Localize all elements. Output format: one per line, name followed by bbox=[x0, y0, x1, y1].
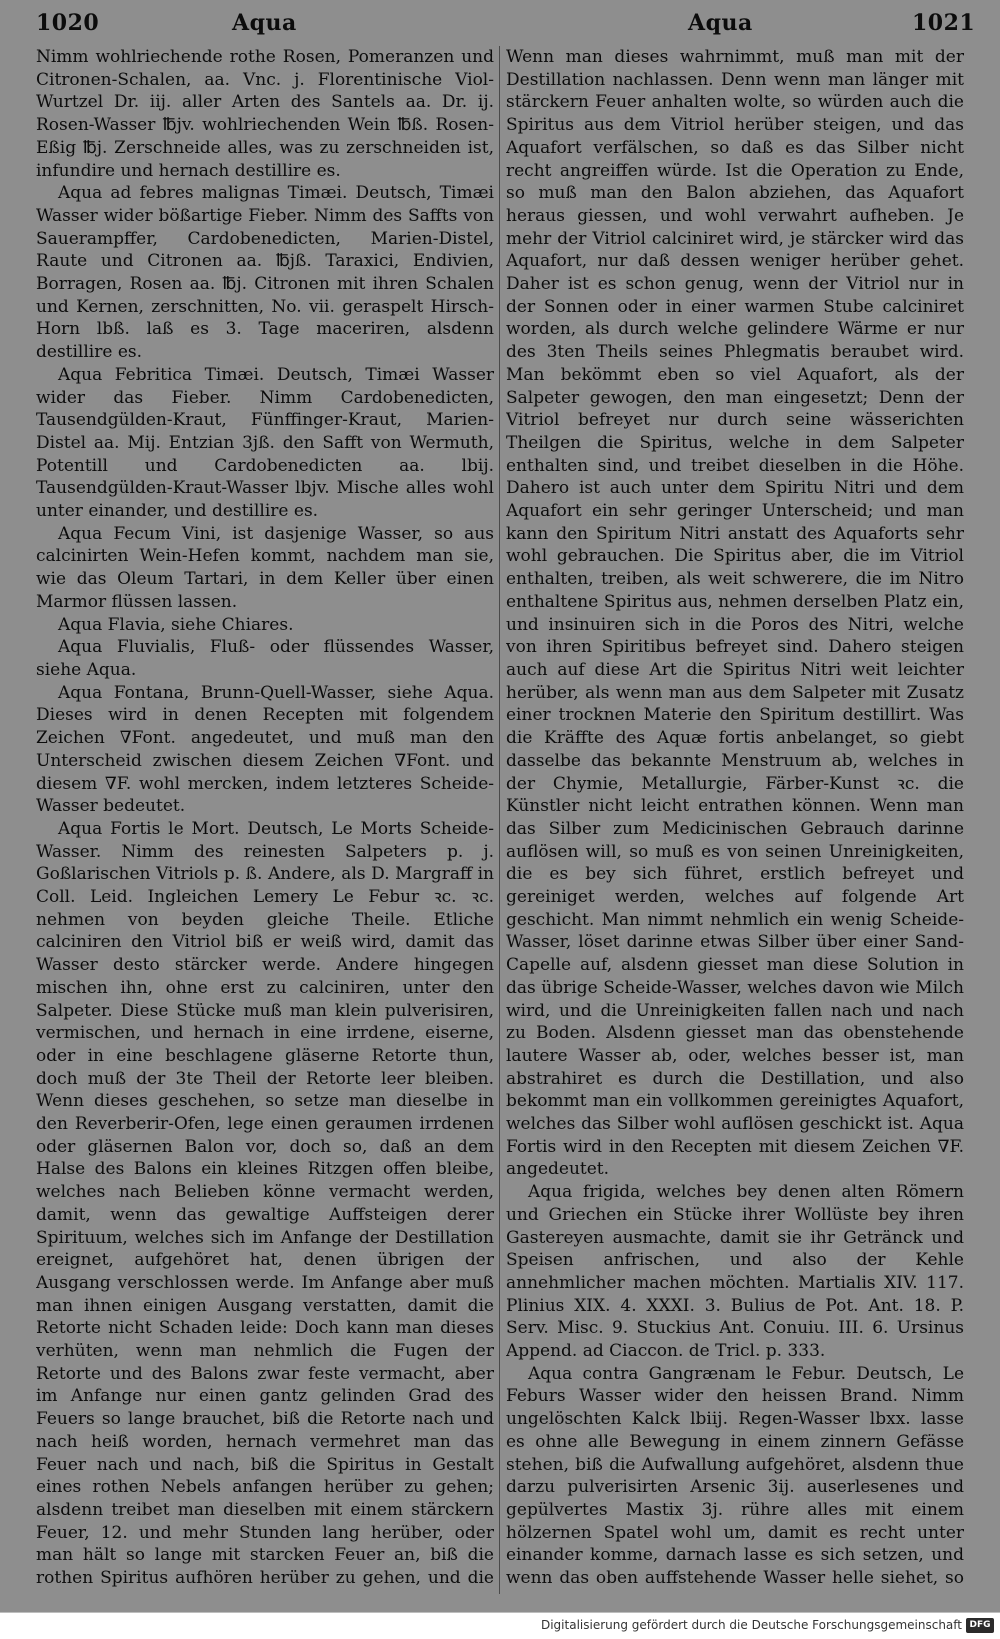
dfg-logo: DFG bbox=[966, 1618, 994, 1633]
dictionary-entry: Aqua Fluvialis, Fluß- oder flüssendes Wasser, siehe Aqua. bbox=[36, 637, 494, 680]
dictionary-entry: Aqua Fecum Vini, ist dasjenige Wasser, so aus calcinirten Wein-Hefen kommt, nachdem man sie, wie das Oleum Tartari, in dem Keller über einen Marmor flüssen lassen. bbox=[36, 523, 494, 612]
dictionary-entry: Aqua frigida, welches bey denen alten Römern und Griechen ein Stücke ihrer Wollüste bey ihren Gastereyen ausmachte, damit sie ihr Getränck und Speisen anfrischen, und also der Kehle annehmlicher machen möchten. Martialis XIV. 117. Plinius XIX. 4. XXXI. 3. Bulius de Pot. Ant. 18. P. Serv. Misc. 9. Stuckius Ant. Conuiu. III. 6. Ursinus Append. ad Ciaccon. de Tricl. p. 333. bbox=[506, 1182, 964, 1362]
dictionary-entry: Aqua Fortis le Mort. Deutsch, Le Morts Scheide-Wasser. Nimm des reinesten Salpeters p. j. Goßlarischen Vitriols p. ß. Andere, als D. Margraff in Coll. Leid. Ingleichen Lemery Le Febur ꝛc. ꝛc. nehmen von beyden gleiche Theile. Etliche calciniren den Vitriol biß er weiß wird, damit das Wasser desto stärcker werde. Andere hingegen mischen ihn, ohne erst zu calciniren, unter den Salpeter. Diese Stücke muß man klein pulverisiren, vermischen, und hernach in eine irrdene, eiserne, oder in eine beschlagene gläserne Retorte thun, doch muß der 3te Theil der Retorte leer bleiben. Wenn dieses geschehen, so setze man dieselbe in den Reverberir-Ofen, lege einen geraumen irrdenen oder gläsernen Balon vor, doch so, daß an dem Halse des Balons ein kleines Ritzgen offen bleibe, welches nach Belieben könne vermacht werden, damit, wenn das gewaltige Auffsteigen derer Spirituum, welches sich im Anfange der Destillation ereignet, aufgehöret hat, denen übrigen der Ausgang verschlossen werde. Im Anfange aber muß man ihnen einigen Ausgang verstatten, damit die Retorte nicht Schaden leide: Doch kann man dieses verhüten, wenn man nehmlich die Fugen der Retorte und des Balons zwar feste vermacht, aber im Anfange nur einen gantz gelinden Grad des Feuers so lange brauchet, biß die Retorte nach und nach heiß worden, hernach vermehret man das Feuer nach und nach, biß die Spiritus in Gestalt eines rothen Nebels anfangen herüber zu gehen; alsdenn treibet man dieselben mit einem stärckern Feuer, 12. und mehr Stunden lang herüber, oder man hält so lange mit starcken Feuer an, biß die rothen Spiritus aufhören herüber zu gehen, und die bbox=[36, 818, 494, 1589]
dictionary-entry: Aqua Febritica Timæi. Deutsch, Timæi Wasser wider das Fieber. Nimm Cardobenedicten, Tausendgülden-Kraut, Fünffinger-Kraut, Marien-Distel aa. Mij. Entzian 3jß. den Safft von Wermuth, Potentill und Cardobenedicten aa. lbij. Tausendgülden-Kraut-Wasser lbjv. Mische alles wohl unter einander, und destillire es. bbox=[36, 364, 494, 522]
left-column bbox=[36, 46, 494, 1591]
column-divider bbox=[499, 46, 500, 1594]
running-head-left: Aqua bbox=[232, 10, 297, 36]
continued-paragraph: Nimm wohlriechende rothe Rosen, Pomeranzen und Citronen-Schalen, aa. Vnc. j. Florentinische Viol-Wurtzel Dr. iij. aller Arten des Santels aa. Dr. ij. Rosen-Wasser ℔jv. wohlriechenden Wein ℔ß. Rosen-Eßig ℔j. Zerschneide alles, was zu zerschneiden ist, infundire und hernach destillire es. bbox=[36, 47, 494, 181]
continued-paragraph: Wenn man dieses wahrnimmt, muß man mit der Destillation nachlassen. Denn wenn man länger mit stärckern Feuer anhalten wolte, so würden auch die Spiritus aus dem Vitriol herüber steigen, und das Aquafort verfälschen, so daß es das Silber nicht recht angreiffen würde. Ist die Operation zu Ende, so muß man den Balon abziehen, das Aquafort heraus giessen, und wohl verwahrt aufheben. Je mehr der Vitriol calciniret wird, je stärcker wird das Aquafort, nur daß dessen weniger herüber gehet. Daher ist es schon genug, wenn der Vitriol nur in der Sonnen oder in einer warmen Stube calciniret worden, als durch welche gelindere Wärme er nur des 3ten Theils seines Phlegmatis beraubet wird. Man bekömmt eben so viel Aquafort, als der Salpeter gewogen, den man eingesetzt; Denn der Vitriol befreyet nur durch seine wässerichten Theilgen die Spiritus, welche in dem Salpeter enthalten sind, und treibet dieselben in die Höhe. Dahero ist auch unter dem Spiritu Nitri und dem Aquafort ein sehr geringer Unterscheid; und man kann den Spiritum Nitri anstatt des Aquaforts sehr wohl gebrauchen. Die Spiritus aber, die im Vitriol enthalten, treiben, als weit schwerere, die im Nitro enthaltene Spiritus aus, nehmen derselben Platz ein, und insinuiren sich in die Poros des Nitri, welche von ihren Spiritibus befreyet sind. Dahero steigen auch auf diese Art die Spiritus Nitri weit leichter herüber, als wenn man aus dem Salpeter mit Zusatz einer trocknen Materie den Spiritum destillirt. Was die Kräffte des Aquæ fortis anbelanget, so giebt dasselbe das bekannte Menstruum ab, welches in der Chymie, Metallurgie, Färber-Kunst ꝛc. die Künstler nicht leicht entrathen können. Wenn man das Silber zum Medicinischen Gebrauch darinne auflösen will, so muß es von seinen Unreinigkeiten, die es bey sich führet, erstlich befreyet und gereiniget werden, welches auf folgende Art geschicht. Man nimmt nehmlich ein wenig Scheide-Wasser, löset darinne etwas Silber über einer Sand-Capelle auf, alsdenn giesset man diese Solution in das übrige Scheide-Wasser, welches davon wie Milch wird, und die Unreinigkeiten fallen nach und nach zu Boden. Alsdenn giesset man das obenstehende lautere Wasser ab, oder, welches besser ist, man abstrahiret es durch die Destillation, und also bekommt man ein vollkommen gereinigtes Aquafort, welches das Silber wohl auflösen geschickt ist. Aqua Fortis wird in den Recepten mit diesem Zeichen ∇F. angedeutet. bbox=[506, 47, 964, 1180]
right-column bbox=[506, 46, 964, 1591]
dictionary-entry: Aqua Fontana, Brunn-Quell-Wasser, siehe Aqua. Dieses wird in denen Recepten mit folgendem Zeichen ∇Font. angedeutet, und muß man den Unterscheid zwischen diesem Zeichen ∇Font. und diesem ∇F. wohl mercken, indem letzteres Scheide-Wasser bedeutet. bbox=[36, 682, 494, 817]
page-number-left: 1020 bbox=[36, 10, 100, 36]
page-number-right: 1021 bbox=[912, 10, 976, 36]
running-head-right: Aqua bbox=[688, 10, 753, 36]
dictionary-entry: Aqua Flavia, siehe Chiares. bbox=[58, 614, 294, 635]
footer-bar bbox=[0, 1612, 1000, 1639]
dictionary-entry: Aqua ad febres malignas Timæi. Deutsch, Timæi Wasser wider bößartige Fieber. Nimm des Saffts von Sauerampffer, Cardobenedicten, Marien-Distel, Raute und Citronen aa. ℔jß. Taraxici, Endivien, Borragen, Rosen aa. ℔j. Citronen mit ihren Schalen und Kernen, zerschnitten, No. vii. geraspelt Hirsch-Horn lbß. laß es 3. Tage maceriren, alsdenn destillire es. bbox=[36, 183, 494, 363]
dictionary-entry: Aqua contra Gangrænam le Febur. Deutsch, Le Feburs Wasser wider den heissen Brand. Nimm ungelöschten Kalck lbiij. Regen-Wasser lbxx. lasse es ohne alle Bewegung in einem zinnern Gefässe stehen, biß die Aufwallung aufgehöret, alsdenn thue darzu pulverisirten Arsenic 3ij. auserlesenes und gepülvertes Mastix 3j. rühre alles mit einem hölzernen Spatel wohl um, damit es recht unter einander komme, darnach lasse es sich setzen, und wenn das oben auffstehende Wasser helle siehet, so bbox=[506, 1363, 964, 1589]
footer-credit: Digitalisierung gefördert durch die Deutsche Forschungsgemeinschaft bbox=[540, 1618, 962, 1632]
